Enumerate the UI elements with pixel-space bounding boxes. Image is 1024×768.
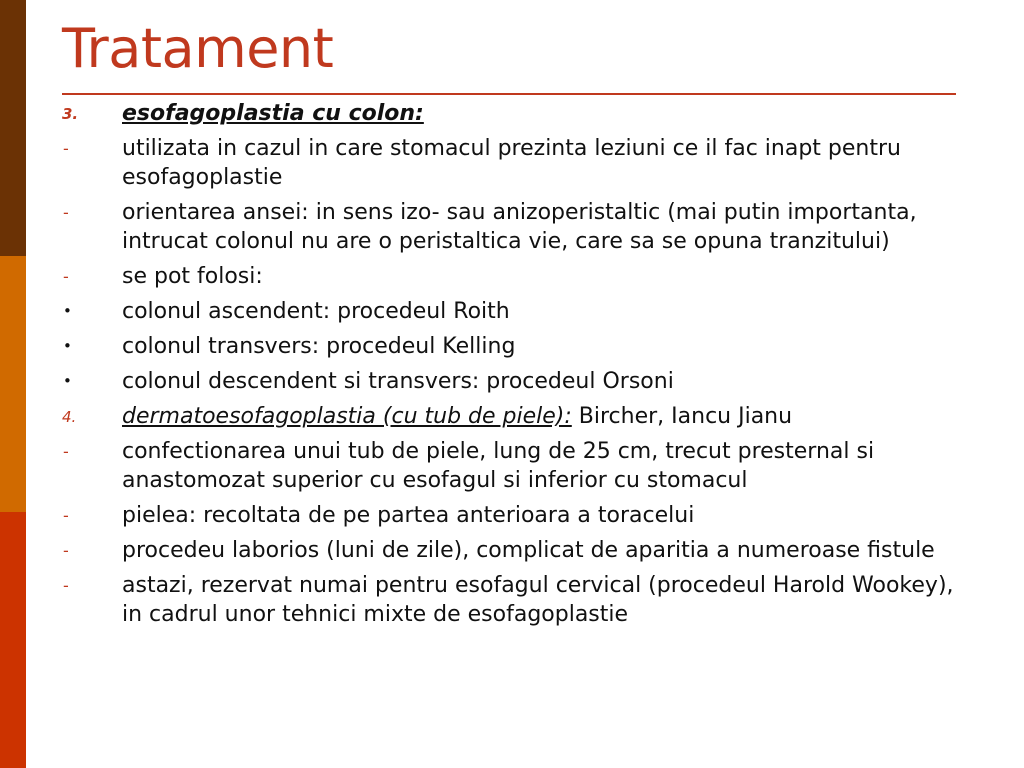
list-text: astazi, rezervat numai pentru esofagul cervical (procedeul Harold Wookey), in cadrul unor tehnici mixte de esofagoplastie <box>122 573 954 627</box>
list-text <box>122 99 962 128</box>
title-divider <box>62 93 956 95</box>
sidebar-band-middle <box>0 256 26 512</box>
list-item <box>62 571 962 629</box>
list-text: confectionarea unui tub de piele, lung de 25 cm, trecut presternal si anastomozat superior cu esofagul si inferior cu stomacul <box>122 439 875 493</box>
dash-bullet: - <box>63 442 69 461</box>
sidebar-band-bottom <box>0 512 26 768</box>
dot-bullet: • <box>63 337 72 355</box>
dash-bullet: - <box>63 139 69 158</box>
dash-bullet: - <box>63 203 69 222</box>
list-text: procedeu laborios (luni de zile), complicat de aparitia a numeroase fistule <box>122 538 935 563</box>
list-item <box>62 367 962 396</box>
slide-title: Tratament <box>62 17 334 80</box>
list-text: orientarea ansei: in sens izo- sau anizoperistaltic (mai putin importanta, intrucat colonul nu are o peristaltica vie, care sa se opuna tranzitului) <box>122 200 917 254</box>
section-heading: esofagoplastia cu colon: <box>122 101 424 126</box>
list-item <box>62 332 962 361</box>
list-text: se pot folosi: <box>122 264 263 289</box>
list-item <box>62 437 962 495</box>
list-number: 4. <box>62 408 77 426</box>
list-item <box>62 134 962 192</box>
slide-body <box>62 99 962 635</box>
dash-bullet: - <box>63 541 69 560</box>
list-item <box>62 501 962 530</box>
list-number: 3. <box>62 105 79 123</box>
list-item <box>62 262 962 291</box>
list-item <box>62 536 962 565</box>
section-authors: Bircher, Iancu Jianu <box>578 404 793 429</box>
list-item-section-4 <box>62 402 962 431</box>
sidebar-band-top <box>0 0 26 256</box>
list-item <box>62 198 962 256</box>
list-text: utilizata in cazul in care stomacul prezinta leziuni ce il fac inapt pentru esofagoplastie <box>122 136 901 190</box>
section-heading: dermatoesofagoplastia (cu tub de piele): <box>122 404 572 429</box>
list-text: colonul ascendent: procedeul Roith <box>122 299 510 324</box>
list-text: colonul transvers: procedeul Kelling <box>122 334 516 359</box>
list-text: pielea: recoltata de pe partea anterioara a toracelui <box>122 503 695 528</box>
list-text: colonul descendent si transvers: procedeul Orsoni <box>122 369 674 394</box>
list-item <box>62 297 962 326</box>
dot-bullet: • <box>63 302 72 320</box>
dash-bullet: - <box>63 267 69 286</box>
list-text <box>122 402 962 431</box>
dash-bullet: - <box>63 576 69 595</box>
dot-bullet: • <box>63 372 72 390</box>
list-item-section-3 <box>62 99 962 128</box>
dash-bullet: - <box>63 506 69 525</box>
